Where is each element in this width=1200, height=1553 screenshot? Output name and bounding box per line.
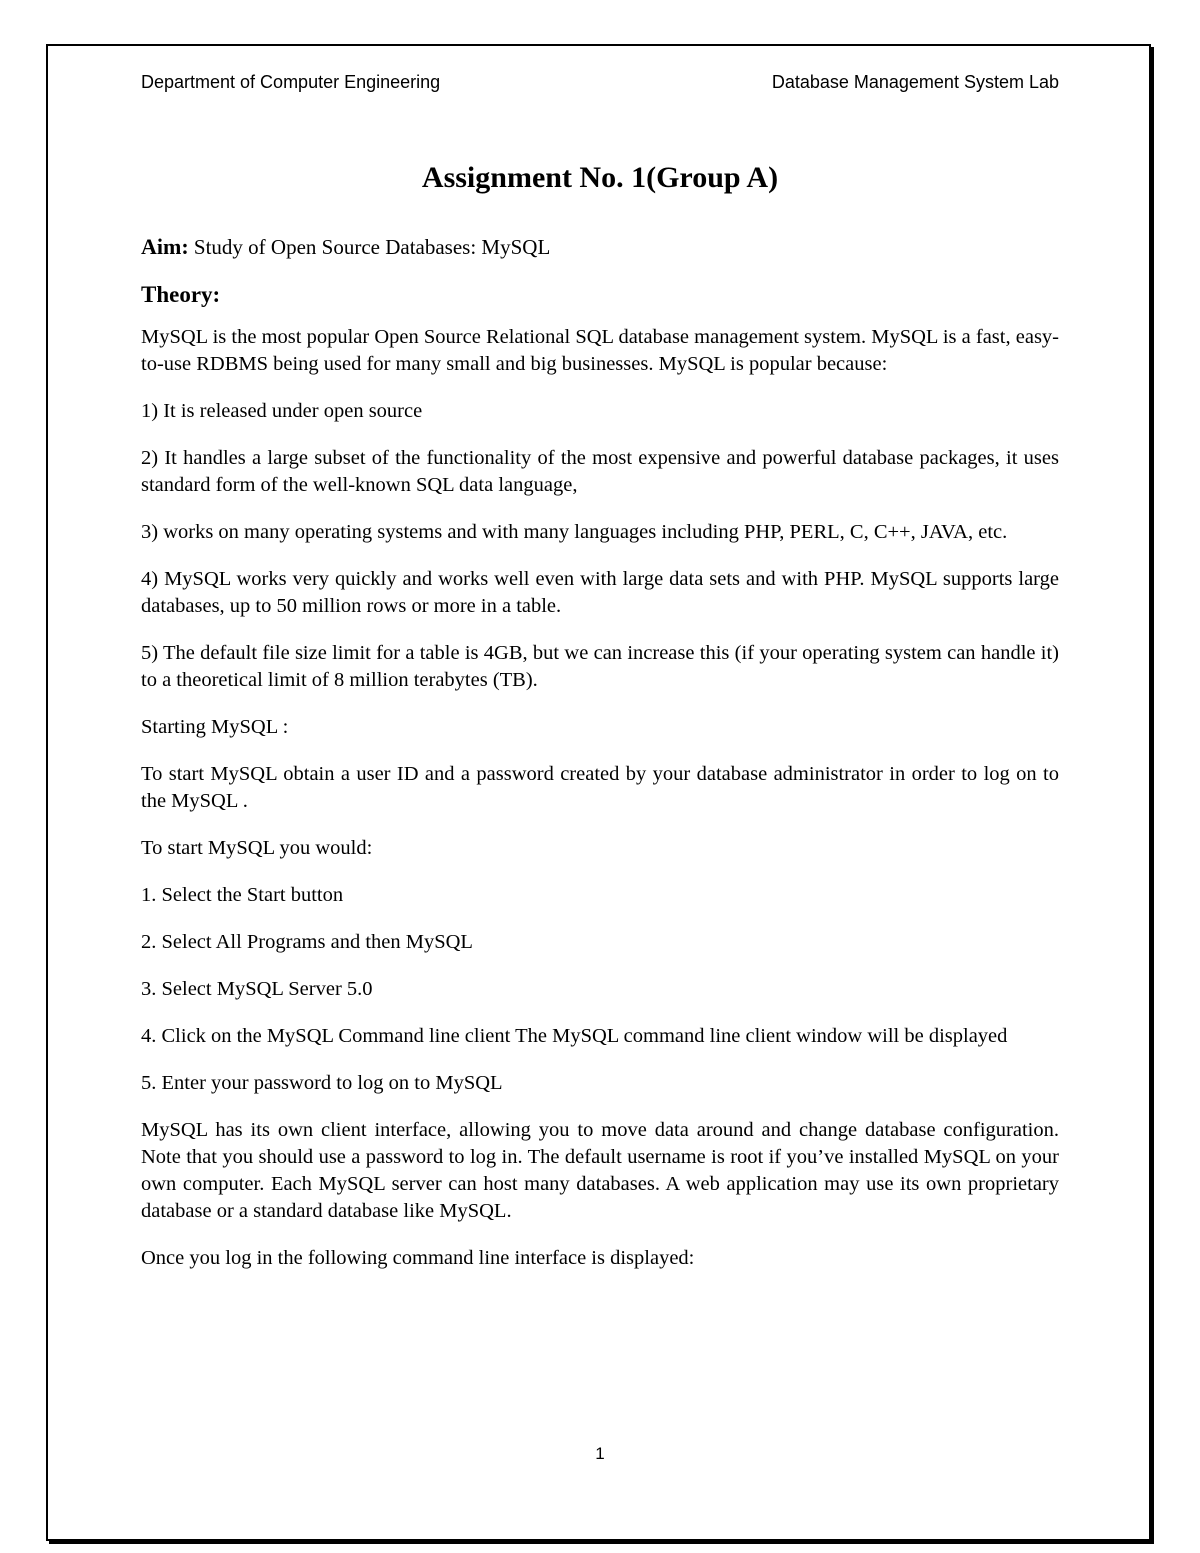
paragraph: MySQL has its own client interface, allowing you to move data around and change database configuration. Note that you should use a password to log in. The default username is root if you’ve installed MySQL on your own computer. Each MySQL server can host many databases. A web application may use its own proprietary database or a standard database like MySQL. — [141, 1119, 1059, 1222]
paragraph: 3) works on many operating systems and with many languages including PHP, PERL, C, C++, JAVA, etc. — [141, 521, 1008, 543]
document-body — [141, 160, 1059, 1292]
paragraph: 1. Select the Start button — [141, 884, 344, 906]
header-department: Department of Computer Engineering — [141, 72, 441, 92]
header-course: Database Management System Lab — [771, 72, 1059, 92]
paragraph: 5) The default file size limit for a table is 4GB, but we can increase this (if your operating system can handle it) to a theoretical limit of 8 million terabytes (TB). — [141, 642, 1059, 691]
paragraph: To start MySQL obtain a user ID and a password created by your database administrator in order to log on to the MySQL . — [141, 763, 1059, 812]
assignment-title: Assignment No. 1(Group A) — [421, 161, 779, 194]
paragraph: To start MySQL you would: — [141, 837, 373, 859]
paragraph: Once you log in the following command line interface is displayed: — [141, 1247, 695, 1269]
page-number: 1 — [595, 1444, 605, 1463]
theory-heading: Theory: — [141, 282, 221, 307]
paragraph: 4. Click on the MySQL Command line client The MySQL command line client window will be displayed — [141, 1025, 1008, 1047]
paragraph: 3. Select MySQL Server 5.0 — [141, 978, 373, 1000]
paragraph: 4) MySQL works very quickly and works well even with large data sets and with PHP. MySQL supports large databases, up to 50 million rows or more in a table. — [141, 568, 1059, 617]
page-header — [141, 72, 1059, 93]
aim-text: Study of Open Source Databases: MySQL — [188, 235, 551, 259]
paragraph: 2) It handles a large subset of the functionality of the most expensive and powerful database packages, it uses standard form of the well-known SQL data language, — [141, 447, 1059, 496]
paragraph: 1) It is released under open source — [141, 400, 423, 422]
paragraph: 2. Select All Programs and then MySQL — [141, 931, 473, 953]
paragraph: 5. Enter your password to log on to MySQL — [141, 1072, 503, 1094]
aim-label: Aim: — [141, 234, 189, 259]
aim-line — [141, 234, 1059, 260]
paragraph: Starting MySQL : — [141, 716, 289, 738]
paragraph: MySQL is the most popular Open Source Relational SQL database management system. MySQL is a fast, easy-to-use RDBMS being used for many small and big businesses. MySQL is popular because: — [141, 326, 1059, 375]
